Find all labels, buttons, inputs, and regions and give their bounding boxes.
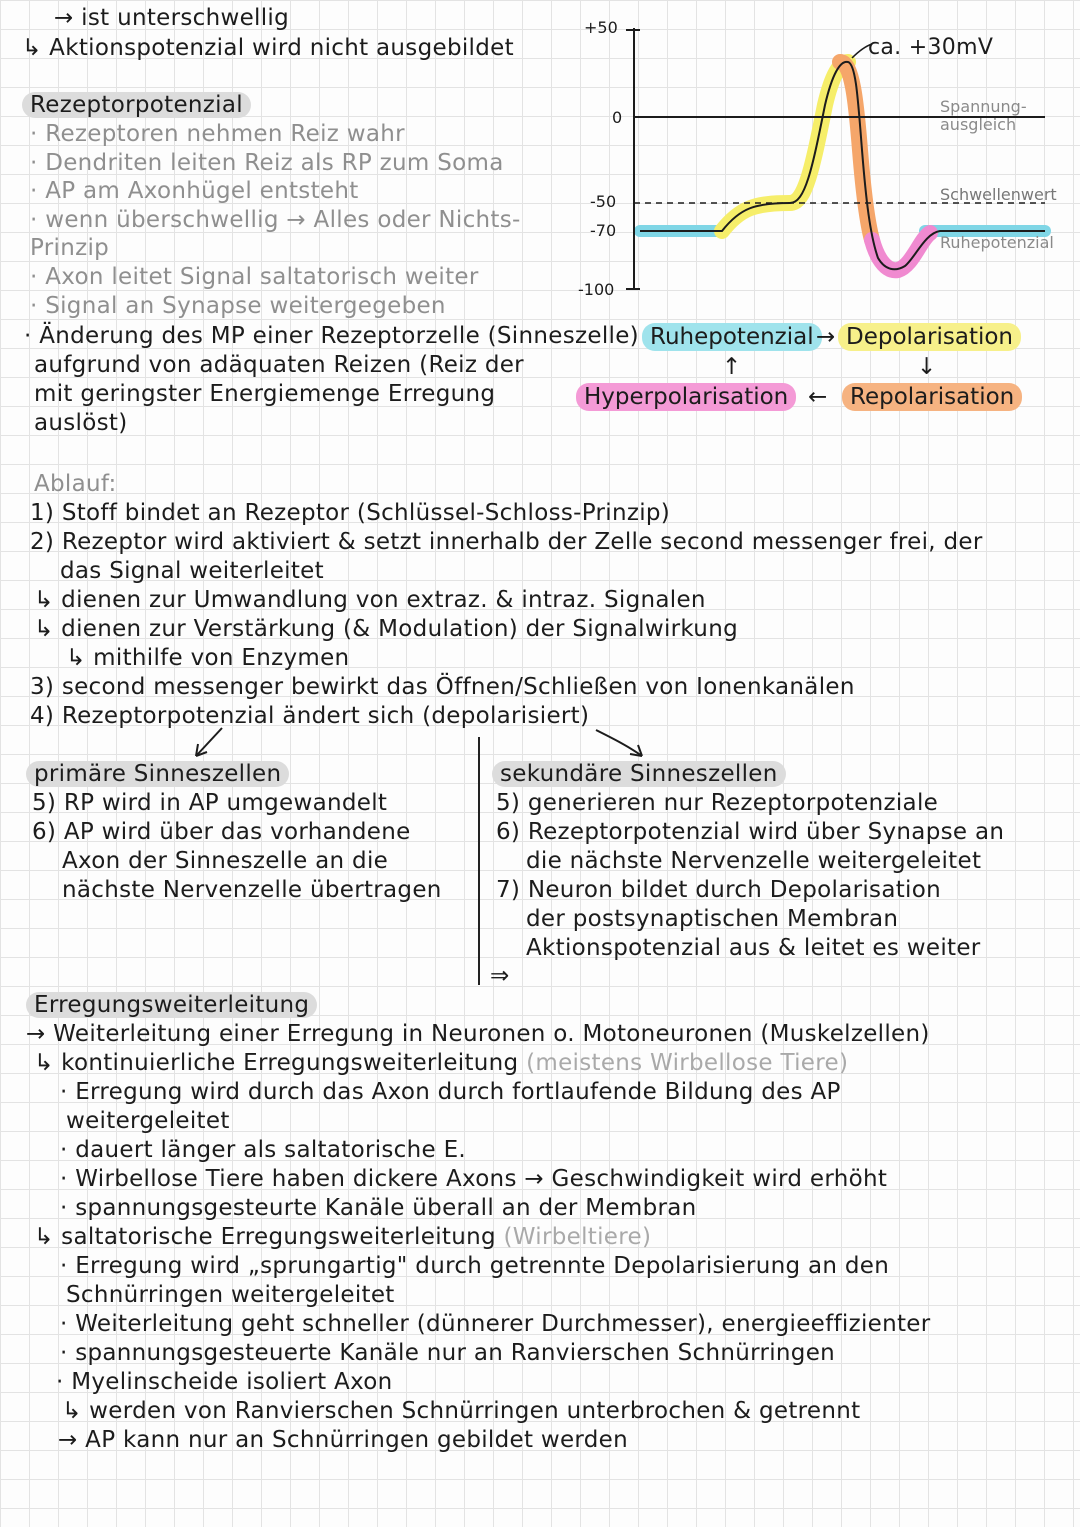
erregung-line: · dauert länger als saltatorische E. — [60, 1137, 467, 1163]
erregung-line: ↳ kontinuierliche Erregungsweiterleitung (meistens Wirbellose Tiere) — [34, 1050, 849, 1076]
definition-line: · Änderung des MP einer Rezeptorzelle (Sinneszelle) — [24, 323, 639, 349]
erregung-line: ↳ saltatorische Erregungsweiterleitung (Wirbeltiere) — [34, 1224, 652, 1250]
note-bullet: · AP am Axonhügel entsteht — [30, 178, 359, 204]
graph-label-spannungsausgleich: Spannung- — [940, 97, 1027, 116]
section-heading-erregungsweiterleitung: Erregungsweiterleitung — [34, 991, 317, 1019]
ablauf-step: 1) Stoff bindet an Rezeptor (Schlüssel-Schloss-Prinzip) — [30, 500, 671, 526]
note-bullet: · Signal an Synapse weitergegeben — [30, 293, 446, 319]
cycle-arrow-up: ↑ — [722, 354, 742, 380]
cycle-depolarisation: Depolarisation — [838, 323, 1021, 351]
implies-arrow: ⇒ — [490, 963, 510, 989]
note-line: → ist unterschwellig — [54, 5, 290, 31]
graph-label-schwellenwert: Schwellenwert — [940, 185, 1057, 204]
column-divider — [478, 737, 480, 985]
sekundaer-line: 6) Rezeptorpotenzial wird über Synapse an — [496, 819, 1005, 845]
y-tick-label: 0 — [612, 108, 623, 127]
ablauf-step: das Signal weiterleitet — [60, 558, 324, 584]
heading-sekundaere-sinneszellen: sekundäre Sinneszellen — [500, 760, 786, 788]
y-tick-label: -100 — [578, 280, 615, 299]
note-line: ↳ Aktionspotenzial wird nicht ausgebildet — [22, 35, 514, 61]
cycle-hyperpolarisation: Hyperpolarisation — [576, 383, 796, 411]
note-bullet: · wenn überschwellig → Alles oder Nichts- — [30, 207, 521, 233]
note-bullet: · Axon leitet Signal saltatorisch weiter — [30, 264, 479, 290]
ablauf-step: 3) second messenger bewirkt das Öffnen/Schließen von Ionenkanälen — [30, 674, 855, 700]
erregung-line: Schnürringen weitergeleitet — [66, 1282, 395, 1308]
note-bullet: · Dendriten leiten Reiz als RP zum Soma — [30, 150, 504, 176]
erregung-line: · Myelinscheide isoliert Axon — [56, 1369, 393, 1395]
erregung-line: · spannungsgesteuerte Kanäle nur an Ranvierschen Schnürringen — [60, 1340, 836, 1366]
y-tick-label: +50 — [584, 18, 618, 37]
erregung-line: → AP kann nur an Schnürringen gebildet werden — [58, 1427, 629, 1453]
peak-label: ca. +30mV — [868, 35, 994, 60]
erregung-line: · Weiterleitung geht schneller (dünnerer Durchmesser), energieeffizienter — [60, 1311, 931, 1337]
y-tick-label: -70 — [590, 221, 617, 240]
note-bullet: · Rezeptoren nehmen Reiz wahr — [30, 121, 405, 147]
y-tick-label: -50 — [590, 192, 617, 211]
sekundaer-line: Aktionspotenzial aus & leitet es weiter — [526, 935, 981, 961]
cycle-repolarisation: Repolarisation — [842, 383, 1022, 411]
ablauf-step: ↳ mithilfe von Enzymen — [66, 645, 350, 671]
erregung-line: · spannungsgesteurte Kanäle überall an der Membran — [60, 1195, 697, 1221]
cycle-arrow-down: ↓ — [917, 354, 937, 380]
note-bullet: Prinzip — [30, 235, 110, 261]
primaer-line: 5) RP wird in AP umgewandelt — [32, 790, 388, 816]
erregung-line: ↳ werden von Ranvierschen Schnürringen unterbrochen & getrennt — [62, 1398, 861, 1424]
ablauf-step: 2) Rezeptor wird aktiviert & setzt innerhalb der Zelle second messenger frei, der — [30, 529, 983, 555]
heading-primaere-sinneszellen: primäre Sinneszellen — [34, 760, 289, 788]
primaer-line: Axon der Sinneszelle an die — [62, 848, 389, 874]
definition-line: auslöst) — [34, 410, 128, 436]
sekundaer-line: die nächste Nervenzelle weitergeleitet — [526, 848, 982, 874]
definition-line: aufgrund von adäquaten Reizen (Reiz der — [34, 352, 524, 378]
primaer-line: 6) AP wird über das vorhandene — [32, 819, 411, 845]
cycle-arrow-right: → — [816, 324, 836, 350]
sekundaer-line: der postsynaptischen Membran — [526, 906, 899, 932]
erregung-line: weitergeleitet — [66, 1108, 230, 1134]
ablauf-step: ↳ dienen zur Umwandlung von extraz. & intraz. Signalen — [34, 587, 706, 613]
cycle-arrow-left: ← — [808, 384, 828, 410]
cycle-ruhepotenzial: Ruhepotenzial — [642, 323, 822, 351]
section-heading-rezeptorpotenzial: Rezeptorpotenzial — [30, 91, 251, 119]
erregung-line: · Erregung wird durch das Axon durch fortlaufende Bildung des AP — [60, 1079, 841, 1105]
erregung-line: → Weiterleitung einer Erregung in Neuronen o. Motoneuronen (Muskelzellen) — [26, 1021, 930, 1047]
primaer-line: nächste Nervenzelle übertragen — [62, 877, 442, 903]
graph-label-spannungsausgleich: ausgleich — [940, 115, 1017, 134]
ablauf-step: ↳ dienen zur Verstärkung (& Modulation) der Signalwirkung — [34, 616, 738, 642]
section-heading-ablauf: Ablauf: — [34, 471, 117, 497]
definition-line: mit geringster Energiemenge Erregung — [34, 381, 496, 407]
sekundaer-line: 7) Neuron bildet durch Depolarisation — [496, 877, 941, 903]
graph-label-ruhepotenzial: Ruhepotenzial — [940, 233, 1054, 252]
sekundaer-line: 5) generieren nur Rezeptorpotenziale — [496, 790, 939, 816]
erregung-line: · Erregung wird „sprungartig" durch getrennte Depolarisierung an den — [60, 1253, 890, 1279]
erregung-line: · Wirbellose Tiere haben dickere Axons → Geschwindigkeit wird erhöht — [60, 1166, 888, 1192]
ablauf-step: 4) Rezeptorpotenzial ändert sich (depolarisiert) — [30, 703, 590, 729]
